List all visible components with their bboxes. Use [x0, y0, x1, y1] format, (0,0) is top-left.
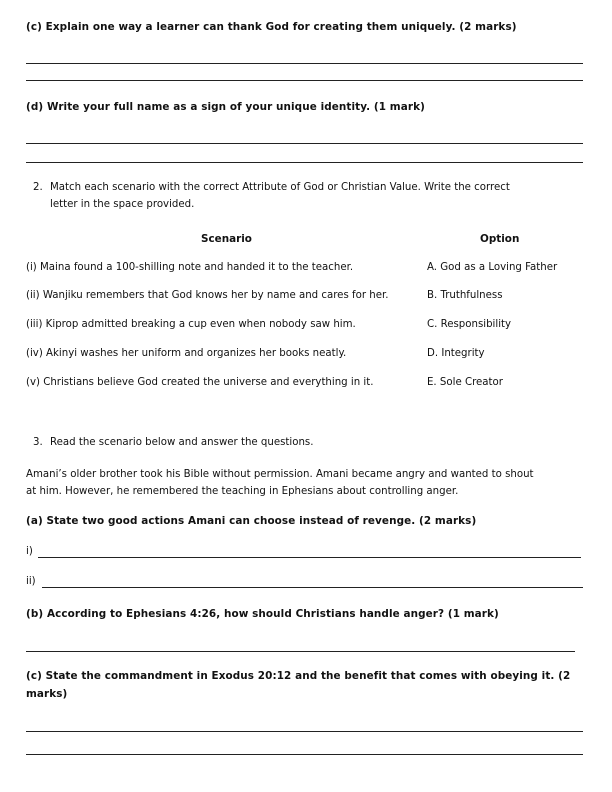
matching-scenario-v: (v) Christians believe God created the universe and everything in it. [26, 377, 374, 388]
matching-option-c: C. Responsibility [427, 319, 512, 330]
question-2-prompt-continued: letter in the space provided. [50, 199, 195, 210]
answer-line[interactable] [26, 80, 583, 81]
matching-option-d: D. Integrity [427, 348, 485, 359]
column-header-option: Option [480, 233, 520, 245]
answer-line[interactable] [26, 63, 583, 64]
column-header-scenario: Scenario [201, 233, 252, 245]
matching-scenario-i: (i) Maina found a 100-shilling note and handed it to the teacher. [26, 262, 354, 273]
question-3-intro: Read the scenario below and answer the questions. [50, 437, 314, 448]
answer-label-ii: ii) [26, 576, 36, 587]
answer-line[interactable] [26, 651, 575, 652]
answer-label-i: i) [26, 546, 33, 557]
answer-line-i[interactable] [38, 557, 581, 558]
answer-line[interactable] [26, 731, 583, 732]
matching-option-a: A. God as a Loving Father [427, 262, 558, 273]
question-3a: (a) State two good actions Amani can choose instead of revenge. (2 marks) [26, 515, 477, 527]
matching-scenario-ii: (ii) Wanjiku remembers that God knows her by name and cares for her. [26, 290, 389, 301]
scenario-passage-continued: at him. However, he remembered the teaching in Ephesians about controlling anger. [26, 486, 459, 497]
question-2-number: 2. [33, 182, 43, 193]
matching-scenario-iii: (iii) Kiprop admitted breaking a cup even when nobody saw him. [26, 319, 356, 330]
question-3c-continued: marks) [26, 688, 68, 700]
answer-line-ii[interactable] [42, 587, 583, 588]
scenario-passage: Amani’s older brother took his Bible without permission. Amani became angry and wanted to shout [26, 469, 534, 480]
answer-line[interactable] [26, 754, 583, 755]
matching-option-e: E. Sole Creator [427, 377, 503, 388]
question-1d: (d) Write your full name as a sign of your unique identity. (1 mark) [26, 101, 425, 113]
question-1c: (c) Explain one way a learner can thank God for creating them uniquely. (2 marks) [26, 21, 517, 33]
answer-line[interactable] [26, 143, 583, 144]
matching-option-b: B. Truthfulness [427, 290, 503, 301]
answer-line[interactable] [26, 162, 583, 163]
question-3-number: 3. [33, 437, 43, 448]
question-3b: (b) According to Ephesians 4:26, how should Christians handle anger? (1 mark) [26, 608, 499, 620]
question-2-prompt: Match each scenario with the correct Attribute of God or Christian Value. Write the correct [50, 182, 510, 193]
matching-scenario-iv: (iv) Akinyi washes her uniform and organizes her books neatly. [26, 348, 347, 359]
question-3c: (c) State the commandment in Exodus 20:12 and the benefit that comes with obeying it. (2 [26, 670, 571, 682]
